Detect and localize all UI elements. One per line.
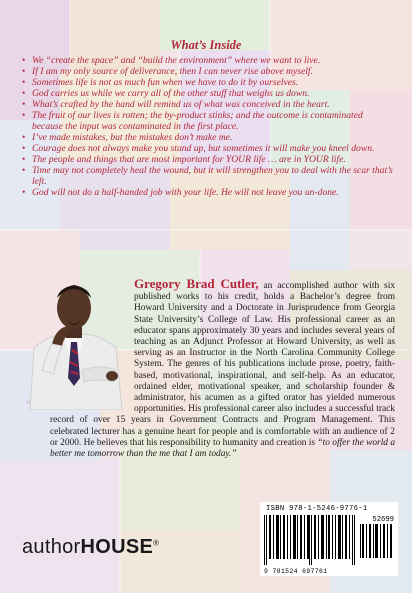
barcode-bars [264,515,356,565]
price-code: 52699 [372,516,394,524]
quote-item: • Sometimes life is not as much fun when we have to do it by ourselves. [22,77,394,88]
quote-item: • I’ve made mistakes, but the mistakes don’t make me. [22,132,394,143]
registered-mark: ® [153,538,160,548]
publisher-name-part2: HOUSE [80,536,154,558]
bio-closing-quote: “to offer the world a better me tomorrow than the me that I am today.” [50,437,396,460]
quote-item: • The people and things that are most important for YOUR life … are in YOUR life. [22,154,394,165]
quote-item: • God carries us while we carry all of the other stuff that weighs us down. [22,88,394,99]
whats-inside-heading: What’s Inside [170,38,242,52]
quote-item: • Courage does not always make you stand up, but sometimes it will make you kneel down. [22,143,394,154]
addon-barcode-bars [360,524,394,558]
isbn-barcode [260,502,398,576]
publisher-logo [22,536,159,559]
author-name: Gregory Brad Cutler, [134,276,259,291]
bio-body: an accomplished author with six published works to his credit, holds a Bachelor’s degree from Howard University and a Doctorate in Jurisprudence from Georgia State University’s College of Law. His professional career as an educator spans approximately 30 years and includes several years of teaching as an Adjunct Professor at Howard University, as well as serving as an Instructor in the North Carolina Community College System. The genres of his publications include prose, poetry, faith-based, motivational, inspirational, and self-help. As an educator, ordained elder, motivational speaker, and scholarship founder & administrator, his acumen as a gifted orator has yielded numerous opportunities. His professional career also includes a successful track record of over 15 years in Government Contracts and Program Management. This celebrated lecturer has a genuine heart for people and is comfortable with an audience of 2 or 2000. He believes that his responsibility to humanity and creation is [50,281,396,448]
quote-item: • If I am my only source of deliverance, then I can never rise above myself. [22,66,394,77]
author-photo [12,270,137,410]
quote-item: • God will not do a half-handed job with your life. He will not leave you un-done. [22,187,394,198]
quote-item: • Time may not completely heal the wound, but it will strengthen you to deal with the scar that’s left. [22,165,394,187]
isbn-label: ISBN 978-1-5246-9776-1 [266,505,368,513]
quote-item: • We “create the space” and “build the environment” where we want to live. [22,55,394,66]
quote-item: • The fruit of our lives is rotten; the by-product stinks; and the outcome is contaminated because the input was contaminated in the first place. [22,110,394,132]
barcode-digits: 9 781524 697761 [264,568,328,575]
quotes-list [22,55,394,198]
publisher-name-part1: author [22,536,81,558]
quote-item: • What’s crafted by the hand will remind us of what was conceived in the heart. [22,99,394,110]
